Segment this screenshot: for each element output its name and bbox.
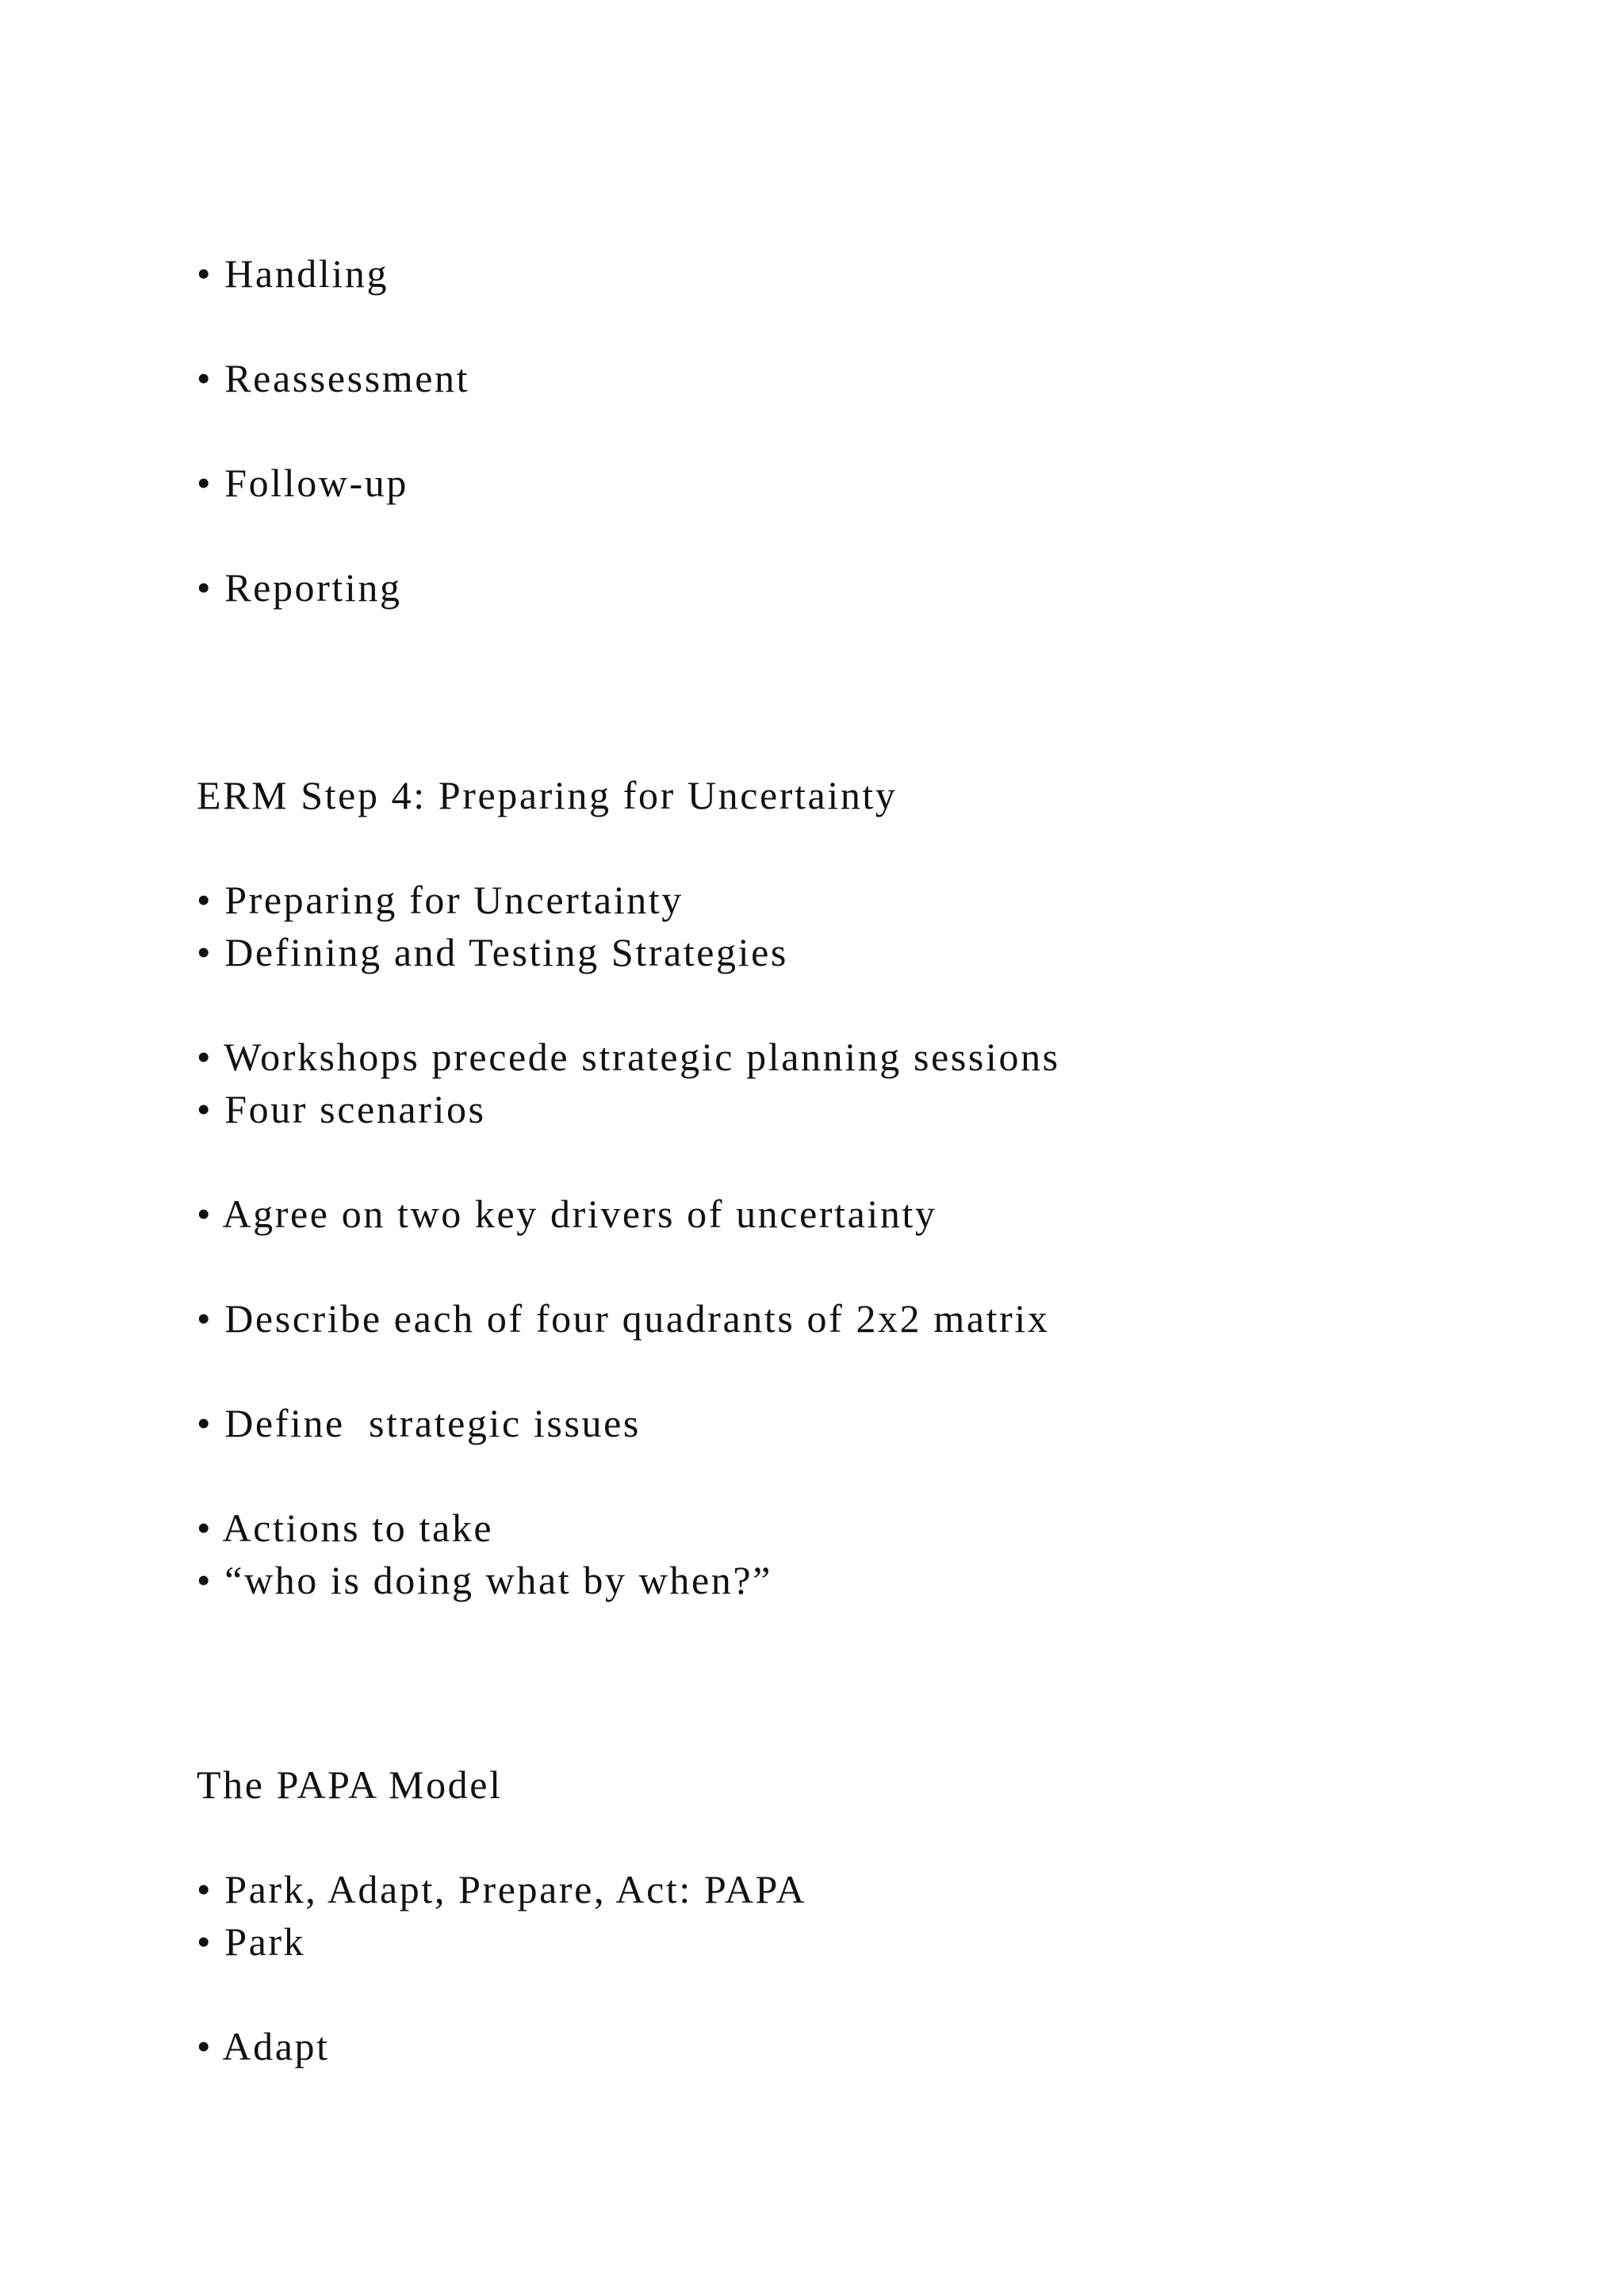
list-item-adapt: • Adapt [197,2024,330,2068]
section-heading-erm-step-4: ERM Step 4: Preparing for Uncertainty [197,773,898,817]
list-item-four-scenarios: • Four scenarios [197,1087,486,1131]
list-item-actions: • Actions to take [197,1506,494,1550]
list-item-handling: • Handling [197,251,389,296]
list-item-park: • Park [197,1919,306,1964]
list-item-reassessment: • Reassessment [197,356,470,400]
list-item-describe-quadrants: • Describe each of four quadrants of 2x2 matrix [197,1296,1050,1341]
list-item-agree-drivers: • Agree on two key drivers of uncertainty [197,1192,937,1236]
list-item-defining: • Defining and Testing Strategies [197,930,788,974]
list-item-define-issues: • Define strategic issues [197,1401,641,1445]
section-heading-papa-model: The PAPA Model [197,1762,503,1807]
list-item-workshops: • Workshops precede strategic planning sessions [197,1035,1060,1079]
list-item-papa: • Park, Adapt, Prepare, Act: PAPA [197,1867,807,1911]
list-item-reporting: • Reporting [197,565,402,610]
list-item-follow-up: • Follow-up [197,461,408,505]
list-item-preparing: • Preparing for Uncertainty [197,878,684,922]
list-item-who-what-when: • “who is doing what by when?” [197,1558,772,1602]
